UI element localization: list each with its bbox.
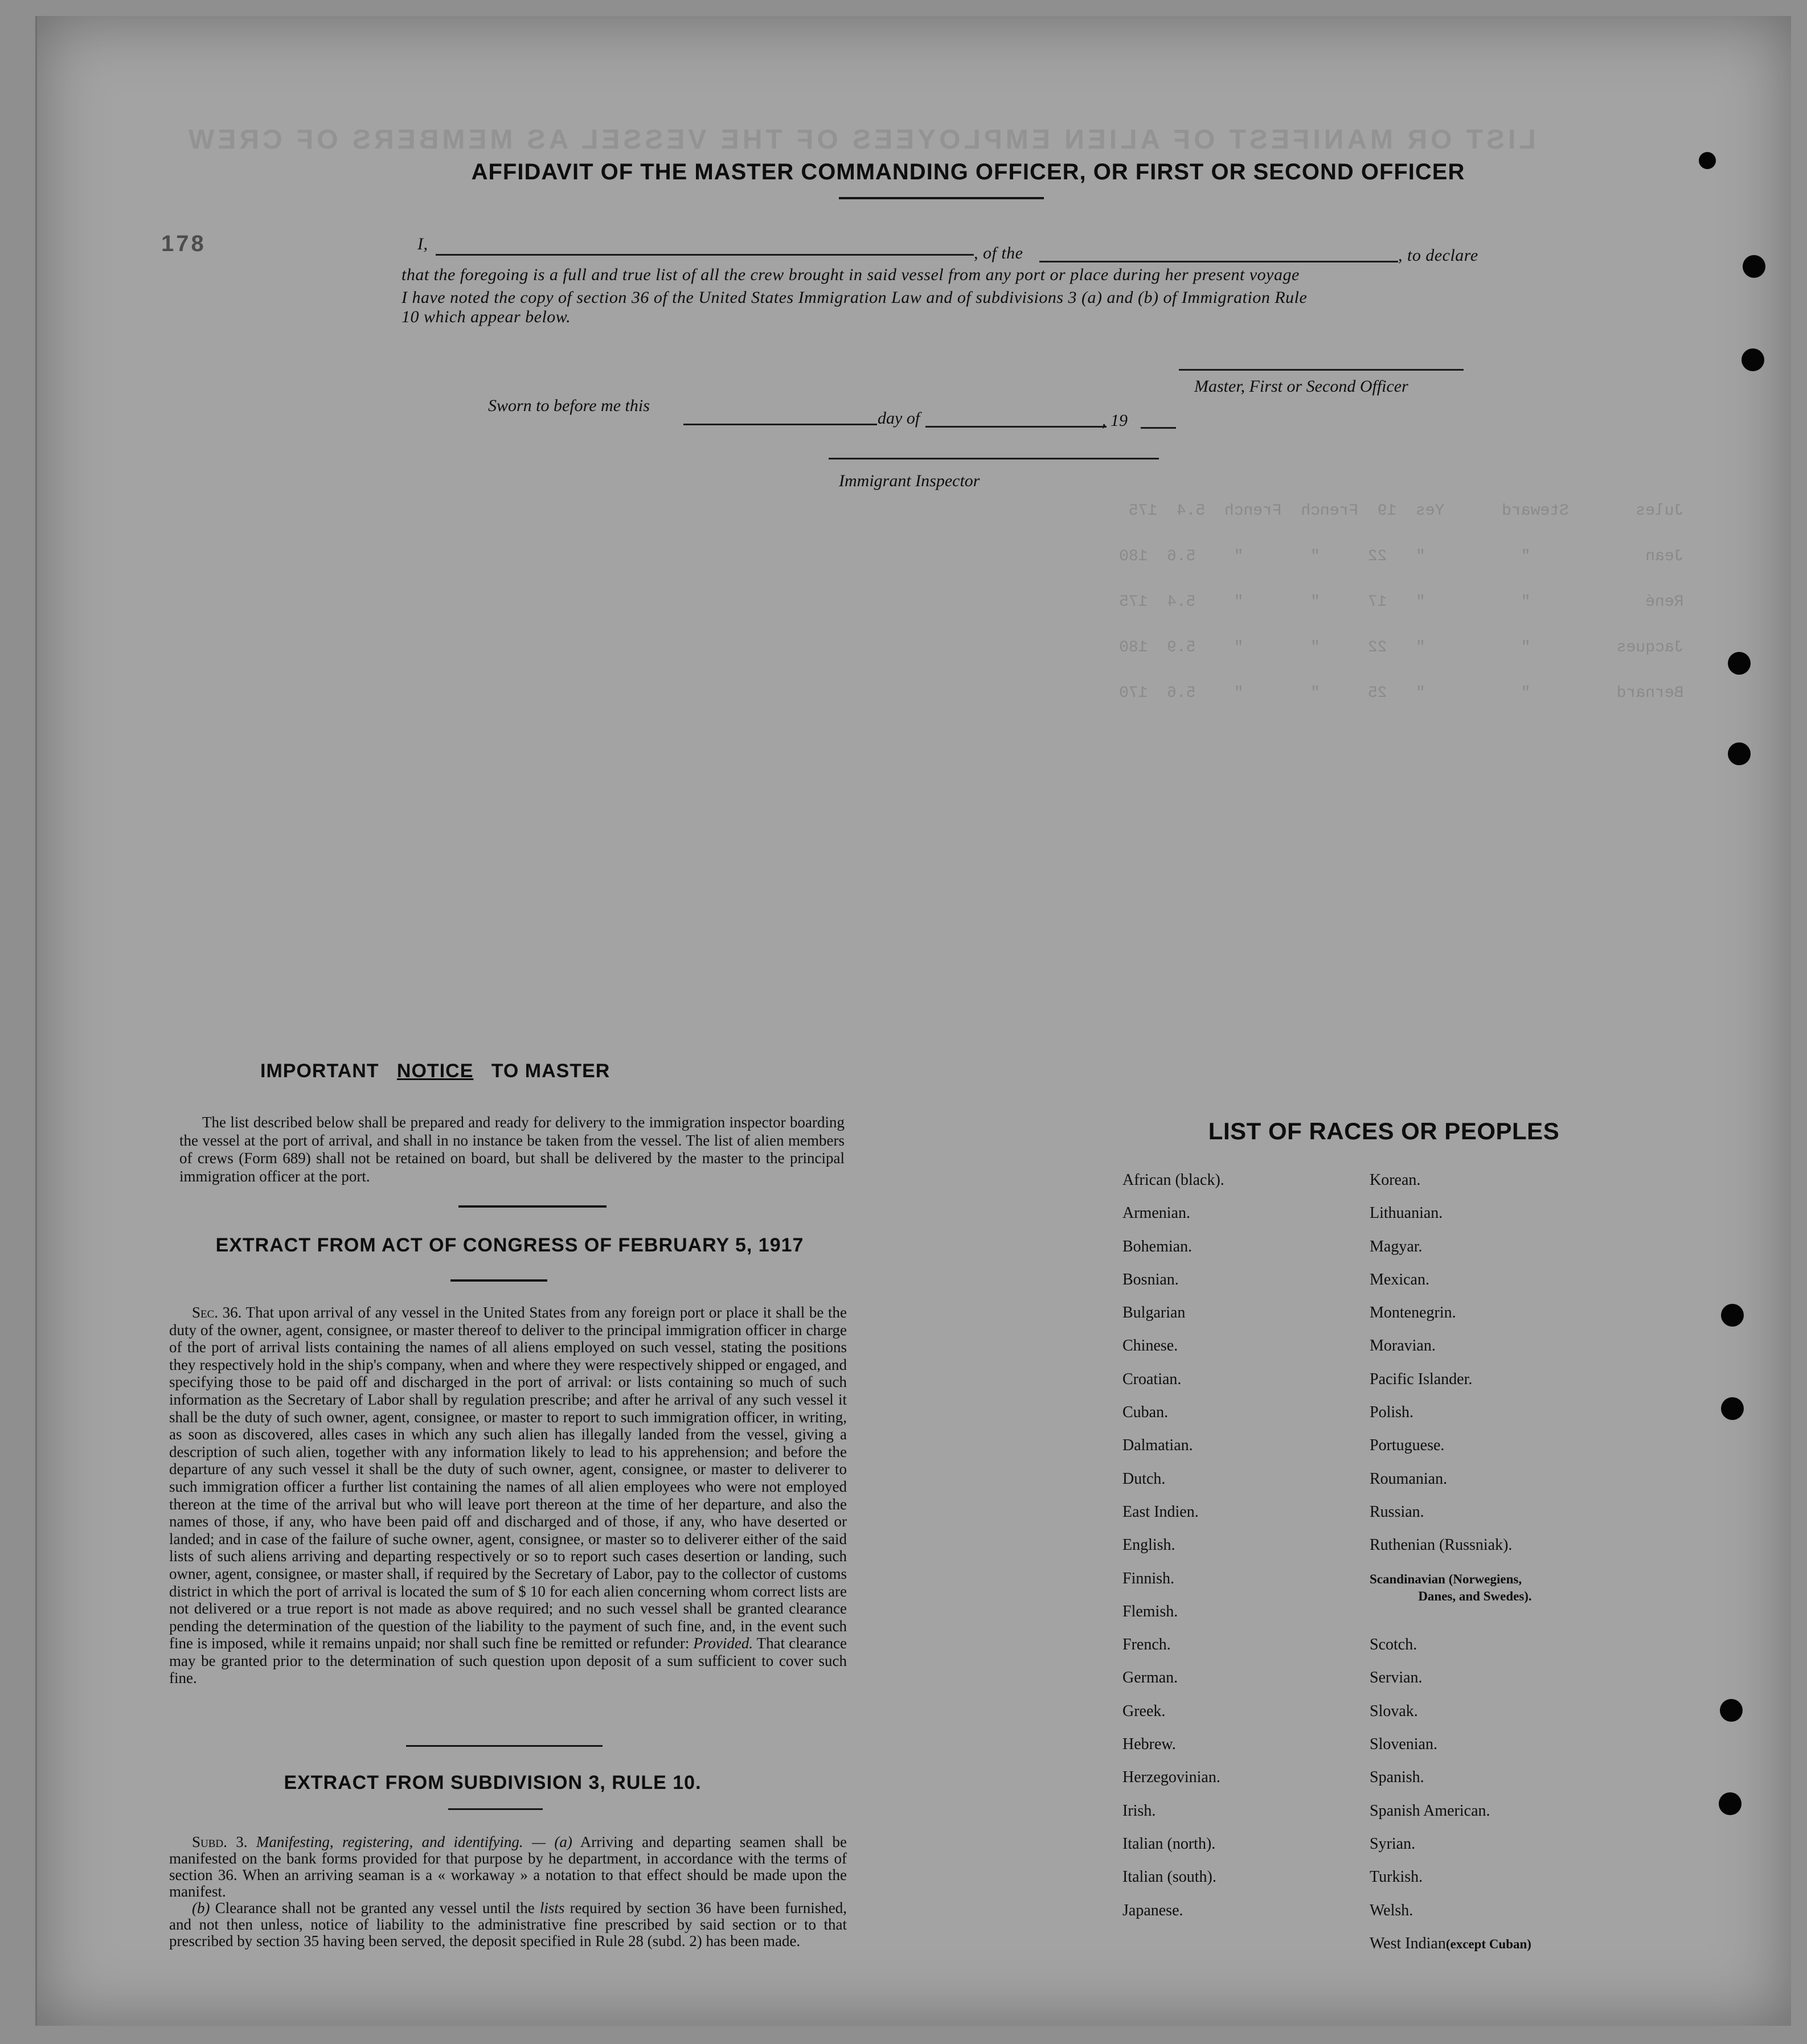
race-label: Slovenian. <box>1370 1735 1437 1754</box>
notice-title <box>260 1060 773 1082</box>
master-signature-label: Master, First or Second Officer <box>1194 377 1408 396</box>
notice-title-notice: NOTICE <box>396 1060 474 1082</box>
race-item <box>1122 1205 1224 1238</box>
race-label: Dalmatian. <box>1122 1436 1193 1455</box>
race-item <box>1122 1437 1224 1470</box>
race-label: Italian (south). <box>1122 1868 1216 1886</box>
vessel-name-field[interactable] <box>1039 261 1398 262</box>
race-item <box>1370 1902 1580 1935</box>
rule-para-a-text: Arriving and departing seamen shall be manifested on the bank forms provided for that purpose by he department, in accordance with the terms of section 36. When an arriving seaman is a « workaway » a notation to that effect should be made upon the manifest. <box>169 1833 847 1900</box>
race-label: Magyar. <box>1370 1237 1423 1255</box>
race-label: Servian. <box>1370 1669 1423 1687</box>
race-label: Herzegovinian. <box>1122 1768 1220 1787</box>
sworn-year-field[interactable] <box>1141 427 1176 429</box>
races-title: LIST OF RACES OR PEOPLES <box>1208 1118 1560 1144</box>
notice-title-important: IMPORTANT <box>260 1060 379 1082</box>
race-item <box>1370 1471 1580 1504</box>
rule-subd-label: Subd. 3. <box>192 1833 248 1850</box>
race-label: Korean. <box>1370 1171 1421 1189</box>
rule-subd-heading: Manifesting, registering, and identifying. — (a) <box>256 1833 572 1850</box>
race-label: Lithuanian. <box>1370 1204 1443 1222</box>
race-item <box>1122 1769 1224 1802</box>
race-item <box>1370 1703 1580 1736</box>
race-label: Bulgarian <box>1122 1304 1186 1322</box>
race-label: Welsh. <box>1370 1901 1413 1919</box>
sworn-label: Sworn to before me this <box>488 396 650 415</box>
race-label: English. <box>1122 1536 1175 1554</box>
race-label: Slovak. <box>1370 1702 1418 1720</box>
race-item <box>1370 1869 1580 1902</box>
race-item <box>1370 1803 1580 1836</box>
rule-title: EXTRACT FROM SUBDIVISION 3, RULE 10. <box>284 1772 702 1793</box>
race-label: Chinese. <box>1122 1337 1178 1355</box>
punch-hole <box>1721 1397 1744 1420</box>
race-item <box>1370 1371 1580 1404</box>
races-right-column <box>1370 1172 1580 1968</box>
race-item <box>1370 1935 1580 1968</box>
race-item <box>1370 1238 1580 1271</box>
race-label: Montenegrin. <box>1370 1304 1456 1322</box>
act-provided: Provided. <box>693 1635 753 1652</box>
race-item <box>1370 1504 1580 1537</box>
race-item <box>1122 1271 1224 1304</box>
notice-body: The list described below shall be prepared and ready for delivery to the immigration inspector boarding the vessel at the port of arrival, and shall in no instance be taken from the vessel. The list of alien members of crews (Form 689) shall not be retained on board, but shall be delivered by the master to the principal immigration officer at the port. <box>179 1114 845 1185</box>
race-label: Turkish. <box>1370 1868 1423 1886</box>
race-label-continuation: Danes, and Swedes). <box>1418 1589 1532 1603</box>
race-label: Hebrew. <box>1122 1735 1176 1754</box>
act-end-divider <box>406 1745 603 1747</box>
race-item <box>1122 1238 1224 1271</box>
rule-para-b-text-2: required by section 36 have been furnished, and not then unless, notice of liability to the administrative fine prescribed by said section or to that prescribed by section 35 having been served, the deposit specified in Rule 28 (subd. 2) has been made. <box>169 1899 847 1949</box>
affidavit-line-2: that the foregoing is a full and true list of all the crew brought in said vessel from any port or place during her present voyage <box>401 265 1300 284</box>
rule-para-a <box>169 1834 847 1900</box>
race-label: Polish. <box>1370 1403 1414 1422</box>
race-item <box>1122 1803 1224 1836</box>
affidavit-i-label: I, <box>417 235 428 253</box>
race-item <box>1122 1836 1224 1869</box>
race-item <box>1370 1437 1580 1470</box>
punch-hole <box>1742 348 1764 371</box>
race-item <box>1122 1371 1224 1404</box>
notice-divider <box>458 1205 607 1208</box>
race-label: Flemish. <box>1122 1602 1178 1620</box>
rule-body <box>169 1834 847 1949</box>
race-label: Bohemian. <box>1122 1237 1193 1255</box>
race-item <box>1122 1404 1224 1437</box>
race-label: French. <box>1122 1636 1171 1654</box>
race-label: Roumanian. <box>1370 1470 1448 1488</box>
act-body-text: That upon arrival of any vessel in the United States from any foreign port or place it shall be the duty of the owner, agent, consignee, or master thereof to deliver to the principal immigration officer in charge of the port of arrival lists containing the names of all aliens employed on such vessel, stating the positions they respectively hold in the ship's company, when and where they were respectively shipped or engaged, and specifying those to be paid off and discharged in the port of arrival: or lists containing so much of such information as the Secretary of Labor shall by regulation prescribe; and after he arrival of any such vessel it shall be the duty of such owner, agent, consignee, or master to report to such immigration officer, in writing, as soon as discovered, alles cases in which any such alien has illegally landed from the vessel, giving a description of such alien, together with any information likely to lead to his apprehension; and before the departure of any such vessel it shall be the duty of such owner, agent, consignee, or master to deliverer to such immigration officer a further list containing the names of all alien employees who were not employed thereon at the time of the arrival but who will leave port thereon at the time of her departure, and also the names of those, if any, who have been paid off and discharged and of those, if any, who have deserted or landed; and in case of the failure of suche owner, agent, consignee, or master so to deliverer either of the said lists of such aliens arriving and departing respectively or so to report such cases desertion or landing, such owner, agent, consignee, or master shall, if required by the Secretary of Labor, pay to the collector of customs district in which the port of arrival is located the sum of $ 10 for each alien concerning whom correct lists are not delivered or a true report is not made as above required; and no such vessel shall be granted clearance pending the determination of the question of the liability to the payment of such fine, and, in the event such fine is imposed, while it remains unpaid; nor shall such fine be remitted or refunder: <box>169 1304 847 1652</box>
race-label: Syrian. <box>1370 1834 1416 1853</box>
race-label: Bosnian. <box>1122 1270 1179 1288</box>
race-note: (except Cuban) <box>1445 1936 1531 1951</box>
punch-hole <box>1728 652 1751 675</box>
race-item <box>1370 1669 1580 1702</box>
race-item <box>1370 1769 1580 1802</box>
race-item <box>1122 1636 1224 1669</box>
race-item <box>1122 1869 1224 1902</box>
day-of-label: day of <box>878 409 920 428</box>
race-label: Scotch. <box>1370 1636 1417 1654</box>
races-left-column <box>1122 1172 1224 1935</box>
act-body <box>169 1304 847 1687</box>
race-label: Greek. <box>1122 1702 1166 1720</box>
act-title: EXTRACT FROM ACT OF CONGRESS OF FEBRUARY 5, 1917 <box>215 1234 804 1256</box>
punch-hole <box>1728 742 1751 765</box>
race-label: Spanish. <box>1370 1768 1424 1787</box>
race-label: Irish. <box>1122 1801 1156 1820</box>
punch-hole <box>1699 152 1716 169</box>
race-label: Finnish. <box>1122 1569 1175 1587</box>
race-item <box>1370 1404 1580 1437</box>
race-item <box>1370 1271 1580 1304</box>
punch-hole <box>1719 1792 1742 1815</box>
sworn-month-field[interactable] <box>925 426 1107 428</box>
document-page <box>35 16 1791 2026</box>
race-item <box>1370 1537 1580 1570</box>
race-label: Ruthenian (Russniak). <box>1370 1536 1513 1554</box>
race-item <box>1370 1205 1580 1238</box>
race-label: Dutch. <box>1122 1470 1166 1488</box>
punch-hole <box>1743 255 1765 278</box>
rule-para-b <box>169 1900 847 1949</box>
race-item <box>1370 1836 1580 1869</box>
officer-name-field[interactable] <box>436 254 974 256</box>
race-label: East Indien. <box>1122 1503 1199 1521</box>
race-item <box>1370 1636 1580 1669</box>
punch-hole <box>1721 1304 1744 1327</box>
page-number: 178 <box>161 231 206 256</box>
race-label: Cuban. <box>1122 1403 1169 1422</box>
race-item <box>1370 1172 1580 1205</box>
master-signature-field[interactable] <box>1179 369 1464 371</box>
race-item <box>1370 1337 1580 1370</box>
inspector-label: Immigrant Inspector <box>839 471 980 490</box>
rule-b-label: (b) <box>192 1899 210 1916</box>
race-label: Japanese. <box>1122 1901 1183 1919</box>
bleed-through-header: LIST OR MANIFEST OF ALIEN EMPLOYEES OF THE VESSEL AS MEMBERS OF CREW <box>185 125 1536 155</box>
race-item <box>1122 1337 1224 1370</box>
race-item <box>1122 1570 1224 1603</box>
race-item <box>1370 1570 1580 1637</box>
race-label: Portuguese. <box>1370 1436 1445 1455</box>
rule-para-b-lists: lists <box>539 1899 565 1916</box>
punch-hole <box>1720 1699 1743 1722</box>
notice-title-to-master: TO MASTER <box>491 1060 610 1082</box>
race-label: Mexican. <box>1370 1270 1429 1288</box>
affidavit-line-4: 10 which appear below. <box>401 307 571 326</box>
race-item <box>1122 1471 1224 1504</box>
race-label: Italian (north). <box>1122 1834 1216 1853</box>
race-item <box>1122 1504 1224 1537</box>
race-item <box>1370 1304 1580 1337</box>
race-label: Moravian. <box>1370 1337 1436 1355</box>
race-item <box>1370 1736 1580 1769</box>
title-underline <box>839 197 1044 199</box>
race-label: Russian. <box>1370 1503 1424 1521</box>
race-item <box>1122 1172 1224 1205</box>
race-label: Scandinavian (Norwegiens, <box>1370 1571 1522 1586</box>
race-label: Spanish American. <box>1370 1801 1490 1820</box>
race-item <box>1122 1902 1224 1935</box>
race-item <box>1122 1304 1224 1337</box>
race-item <box>1122 1736 1224 1769</box>
race-label: German. <box>1122 1669 1178 1687</box>
inspector-signature-field[interactable] <box>829 458 1159 459</box>
race-label: West Indian <box>1370 1934 1446 1952</box>
affidavit-title: AFFIDAVIT OF THE MASTER COMMANDING OFFICER, OR FIRST OR SECOND OFFICER <box>471 159 1465 184</box>
race-item <box>1122 1703 1224 1736</box>
race-label: Croatian. <box>1122 1370 1182 1388</box>
sworn-date-field[interactable] <box>683 424 877 425</box>
affidavit-of-the-label: , of the <box>974 244 1023 262</box>
race-item <box>1122 1669 1224 1702</box>
act-divider <box>450 1279 547 1282</box>
bleed-through-rows: Jules Steward Yes 19 French French 5.4 175 Jean " " 22 " " 5.6 180 René " " 17 " " 5.4 175 Jacques " " 22 " " 5.9 180 Bernard " " 25 " " 5.6 170 <box>1119 502 1684 702</box>
act-body-text-end: That clearance may be granted prior to the determination of such question upon deposit of a sum sufficient to cover such fine. <box>169 1635 847 1687</box>
race-item <box>1122 1603 1224 1636</box>
rule-para-b-text-1: Clearance shall not be granted any vessel until the <box>215 1899 535 1916</box>
race-item <box>1122 1537 1224 1570</box>
year-label: , 19 <box>1102 411 1128 430</box>
race-label: Pacific Islander. <box>1370 1370 1473 1388</box>
affidavit-to-declare-label: , to declare <box>1398 246 1478 265</box>
race-label: African (black). <box>1122 1171 1224 1189</box>
race-label: Armenian. <box>1122 1204 1190 1222</box>
affidavit-line-3: I have noted the copy of section 36 of the United States Immigration Law and of subdivisions 3 (a) and (b) of Immigration Rule <box>401 288 1308 307</box>
act-sec-label: Sec. 36. <box>192 1304 242 1321</box>
rule-divider <box>448 1808 543 1810</box>
